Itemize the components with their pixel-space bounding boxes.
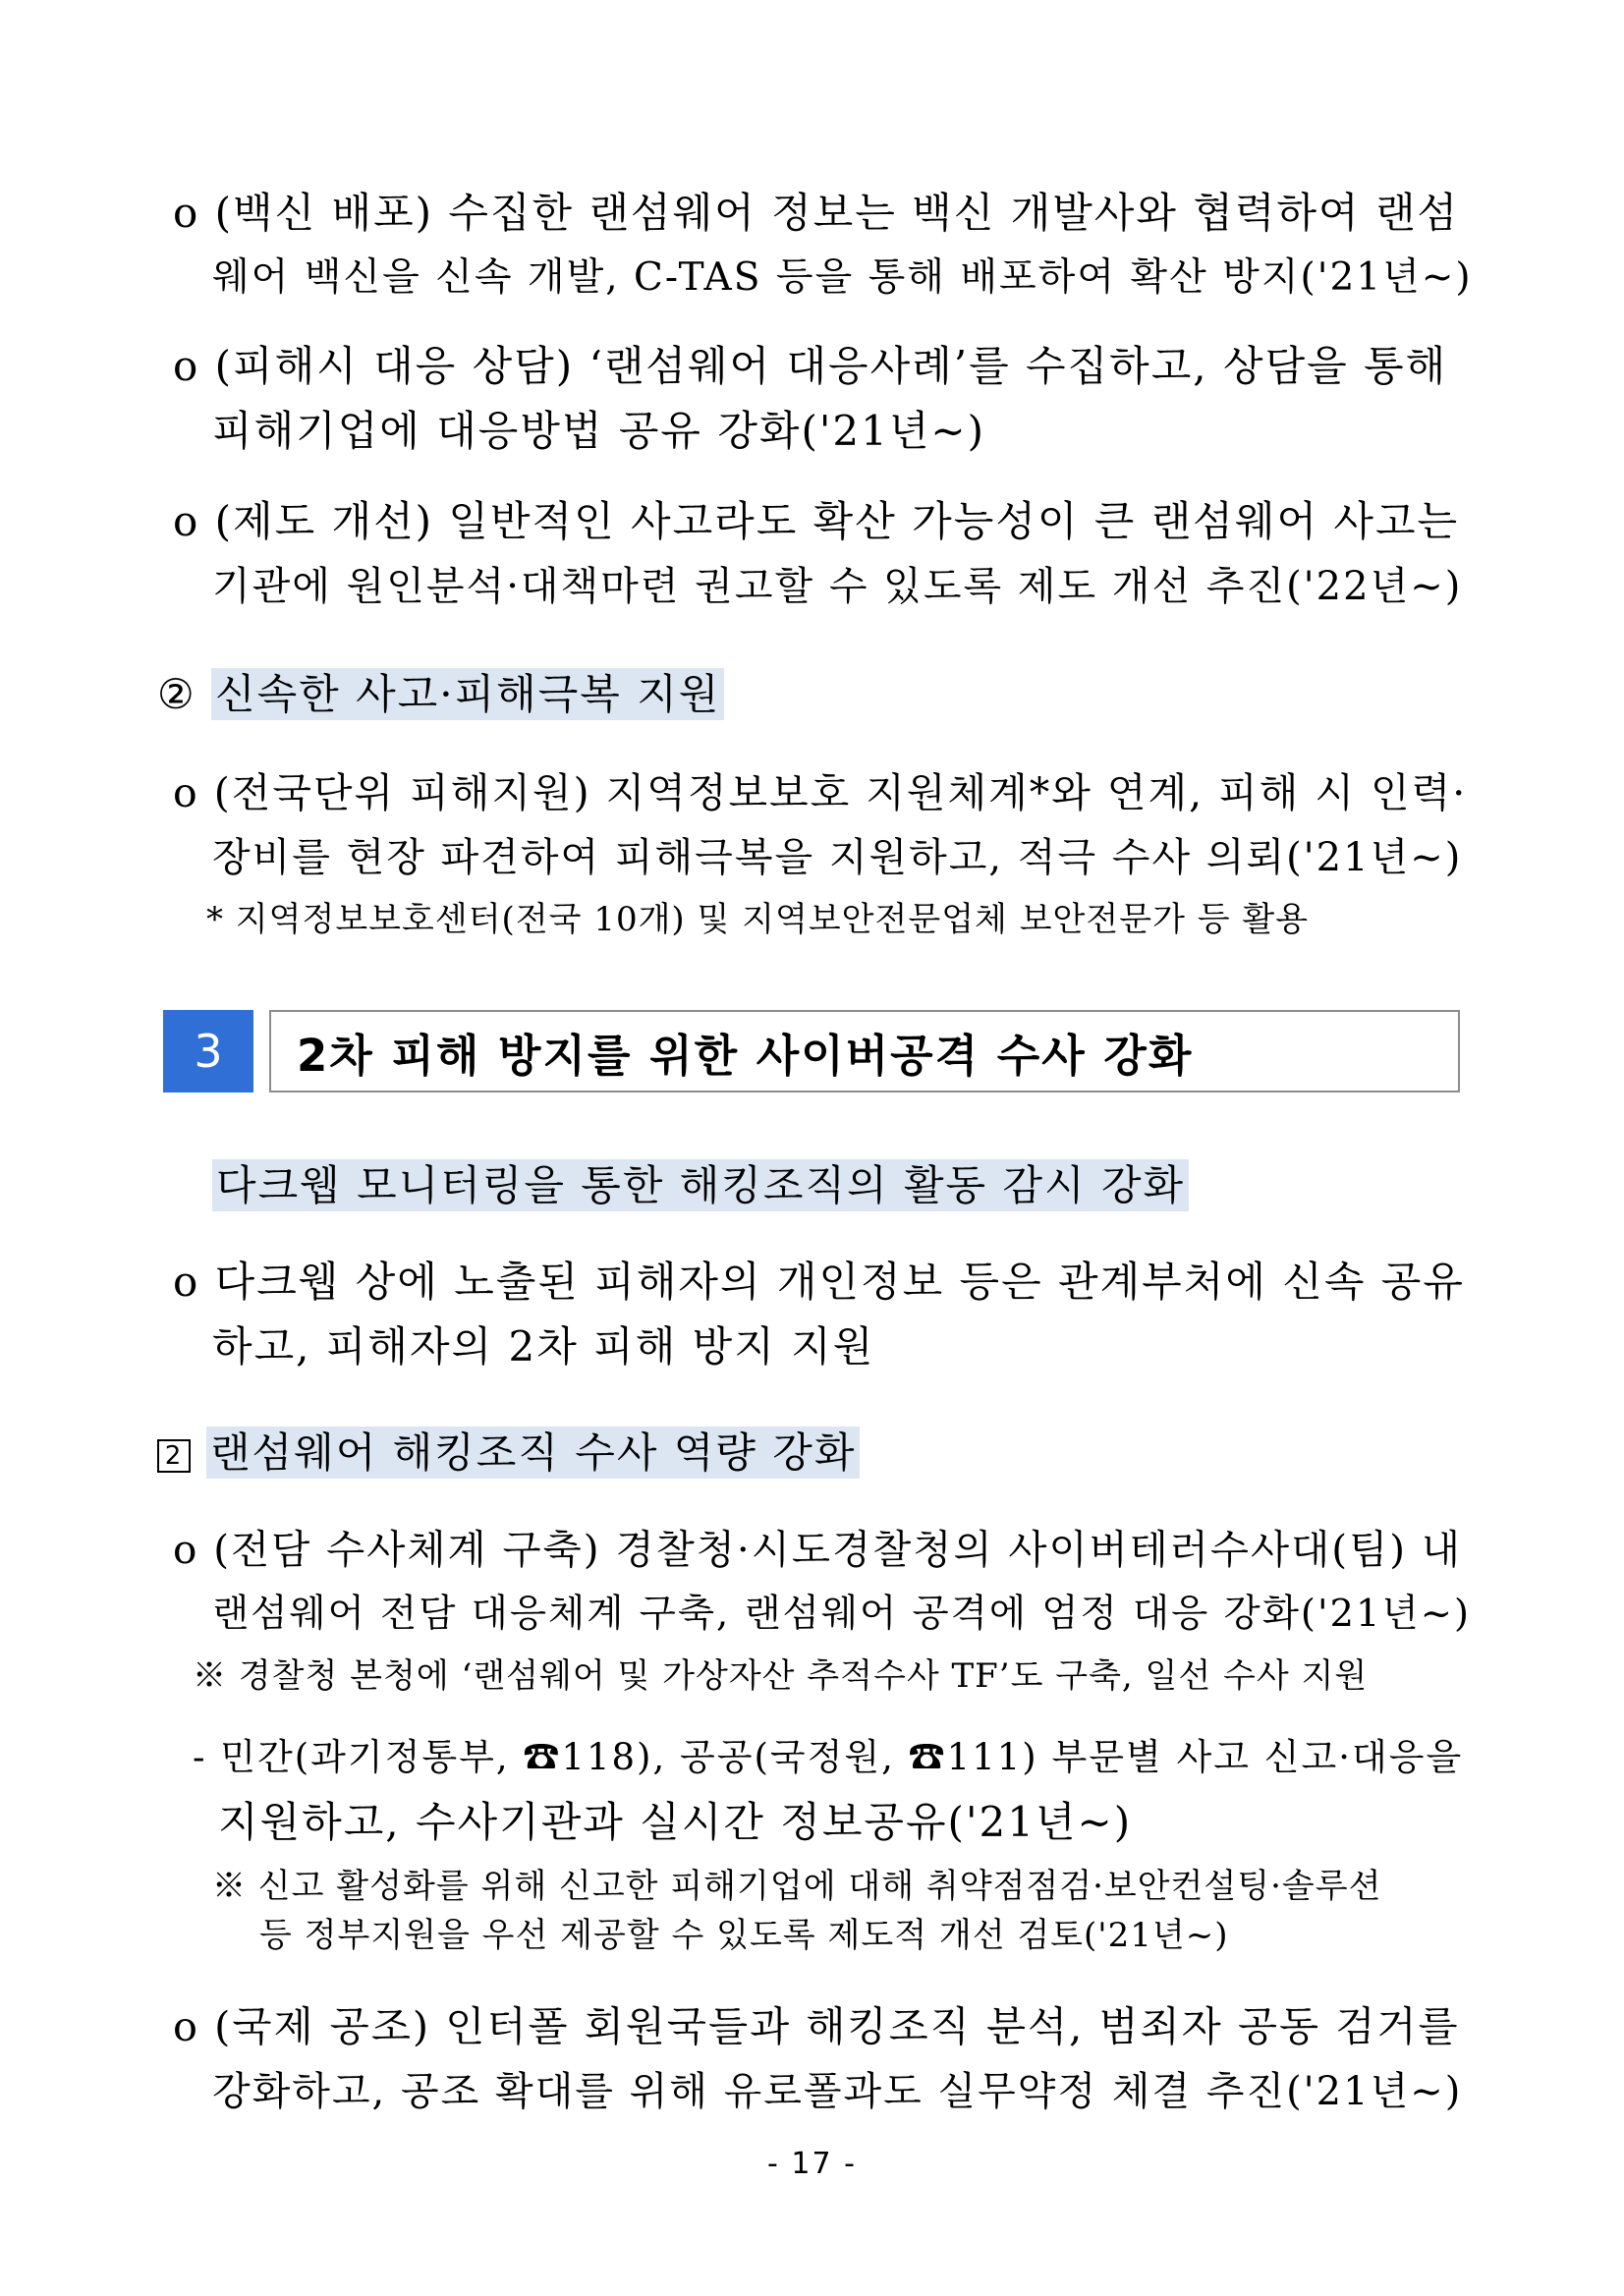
darkweb-heading-text: 다크웹 모니터링을 통한 해킹조직의 활동 감시 강화 bbox=[212, 1159, 1189, 1211]
section-3-title: 2차 피해 방지를 위한 사이버공격 수사 강화 bbox=[269, 1010, 1460, 1092]
dedicated-note: ※ 경찰청 본청에 ‘랜섬웨어 및 가상자산 추적수사 TF’도 구축, 일선 수사 지원 bbox=[193, 1656, 1369, 1696]
national-line-1: o (전국단위 피해지원) 지역정보보호 지원체계*와 연계, 피해 시 인력· bbox=[173, 769, 1468, 816]
report-note-line-2: 등 정부지원을 우선 제공할 수 있도록 제도적 개선 검토('21년~) bbox=[259, 1916, 1229, 1955]
vaccine-line-1: o (백신 배포) 수집한 랜섬웨어 정보는 백신 개발사와 협력하여 랜섬 bbox=[173, 189, 1460, 237]
report-note-line-1: ※ 신고 활성화를 위해 신고한 피해기업에 대해 취약점점검·보안컨설팅·솔루션 bbox=[212, 1867, 1382, 1906]
section-number-badge: 3 bbox=[163, 1010, 253, 1092]
national-note: * 지역정보보호센터(전국 10개) 및 지역보안전문업체 보안전문가 등 활용 bbox=[206, 900, 1310, 939]
intl-line-2: 강화하고, 공조 확대를 위해 유로폴과도 실무약정 체결 추진('21년~) bbox=[212, 2069, 1463, 2114]
national-line-2: 장비를 현장 파견하여 피해극복을 지원하고, 적극 수사 의뢰('21년~) bbox=[212, 835, 1463, 880]
page-number: - 17 - bbox=[767, 2147, 857, 2181]
subsection-b-marker: 2 bbox=[157, 1439, 191, 1473]
subsection-2-heading bbox=[157, 668, 724, 721]
intl-line-1: o (국제 공조) 인터폴 회원국들과 해킹조직 분석, 범죄자 공동 검거를 bbox=[173, 2002, 1460, 2050]
private-line-2: 지원하고, 수사기관과 실시간 정보공유('21년~) bbox=[218, 1798, 1133, 1846]
darkweb-line-2: 하고, 피해자의 2차 피해 방지 지원 bbox=[212, 1322, 875, 1371]
subsection-2-title: 신속한 사고·피해극복 지원 bbox=[211, 668, 724, 720]
dedicated-line-1: o (전담 수사체계 구축) 경찰청·시도경찰청의 사이버테러수사대(팀) 내 bbox=[173, 1526, 1463, 1573]
consult-line-1: o (피해시 대응 상담) ‘랜섬웨어 대응사례’를 수집하고, 상담을 통해 bbox=[173, 342, 1448, 390]
private-line-1: - 민간(과기정통부, ☎118), 공공(국정원, ☎111) 부문별 사고 신고·대응을 bbox=[193, 1736, 1464, 1778]
subsection-b-heading bbox=[157, 1427, 860, 1480]
system-line-2: 기관에 원인분석·대책마련 권고할 수 있도록 제도 개선 추진('22년~) bbox=[212, 564, 1463, 609]
system-line-1: o (제도 개선) 일반적인 사고라도 확산 가능성이 큰 랜섬웨어 사고는 bbox=[173, 497, 1460, 545]
subsection-2-marker: ② bbox=[157, 670, 196, 718]
vaccine-line-2: 웨어 백신을 신속 개발, C-TAS 등을 통해 배포하여 확산 방지('21년~) bbox=[212, 255, 1473, 300]
dedicated-line-2: 랜섬웨어 전담 대응체계 구축, 랜섬웨어 공격에 엄정 대응 강화('21년~) bbox=[212, 1592, 1471, 1636]
darkweb-line-1: o 다크웹 상에 노출된 피해자의 개인정보 등은 관계부처에 신속 공유 bbox=[173, 1258, 1465, 1306]
subsection-b-title: 랜섬웨어 해킹조직 수사 역량 강화 bbox=[206, 1427, 860, 1479]
consult-line-2: 피해기업에 대응방법 공유 강화('21년~) bbox=[212, 407, 986, 455]
darkweb-heading bbox=[212, 1159, 1189, 1212]
